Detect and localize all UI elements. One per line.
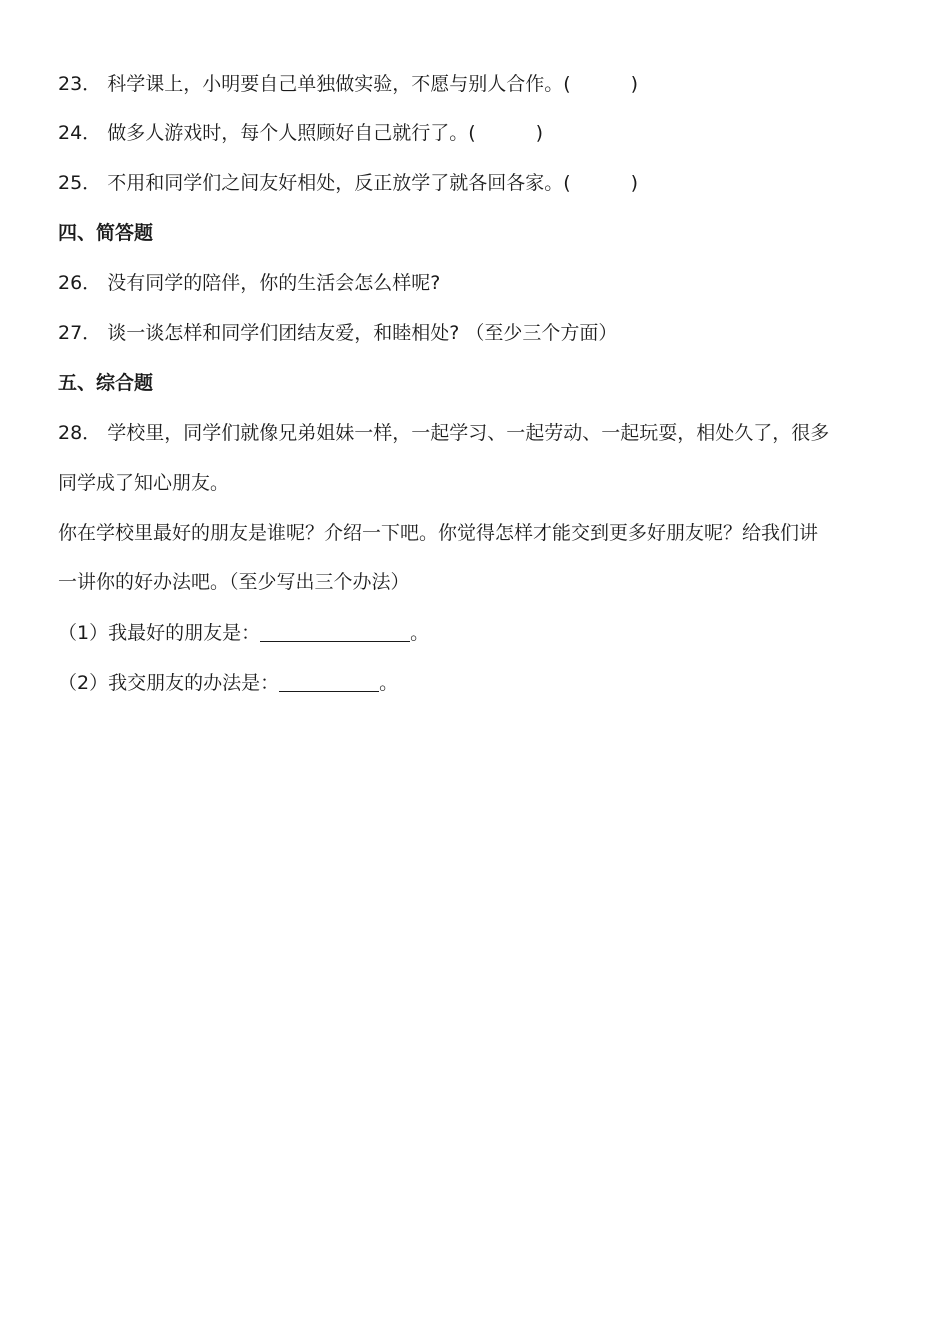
question-text: 谈一谈怎样和同学们团结友爱，和睦相处? （至少三个方面） (107, 322, 618, 344)
question-24 (58, 120, 898, 146)
close-paren: ) (630, 73, 639, 95)
best-friend-blank[interactable] (260, 621, 410, 642)
question-26 (58, 270, 898, 296)
question-text: 不用和同学们之间友好相处，反正放学了就各回各家。( (107, 172, 571, 194)
sub-question-label: （2）我交朋友的办法是： (58, 672, 280, 694)
question-number: 28． (58, 422, 102, 444)
question-number: 24． (58, 122, 102, 144)
close-paren: ) (535, 122, 544, 144)
question-text: 做多人游戏时，每个人照顾好自己就行了。( (107, 122, 476, 144)
question-28-line-2: 同学成了知心朋友。 (58, 472, 230, 494)
question-28-prompt-line-2: 一讲你的好办法吧。（至少写出三个办法） (58, 571, 410, 593)
question-28-line-1 (58, 420, 898, 446)
question-28-sub-2 (58, 670, 898, 696)
question-number: 26． (58, 272, 102, 294)
question-28-prompt-line-1: 你在学校里最好的朋友是谁呢？介绍一下吧。你觉得怎样才能交到更多好朋友呢？给我们讲 (58, 522, 819, 544)
question-28-sub-1 (58, 620, 898, 646)
section-heading-short-answer: 四、简答题 (58, 222, 154, 244)
friend-method-blank[interactable] (279, 671, 379, 692)
question-text: 没有同学的陪伴，你的生活会怎么样呢? (107, 272, 441, 294)
question-number: 23． (58, 73, 102, 95)
question-number: 25． (58, 172, 102, 194)
sub-question-end: 。 (379, 672, 399, 694)
close-paren: ) (630, 172, 639, 194)
question-number: 27． (58, 322, 102, 344)
question-27 (58, 320, 898, 346)
sub-question-end: 。 (410, 622, 430, 644)
section-heading-comprehensive: 五、综合题 (58, 372, 154, 394)
question-text: 科学课上，小明要自己单独做实验，不愿与别人合作。( (107, 73, 571, 95)
sub-question-label: （1）我最好的朋友是： (58, 622, 261, 644)
question-23 (58, 71, 898, 97)
question-25 (58, 170, 898, 196)
question-text: 学校里，同学们就像兄弟姐妹一样，一起学习、一起劳动、一起玩耍，相处久了，很多 (107, 422, 830, 444)
